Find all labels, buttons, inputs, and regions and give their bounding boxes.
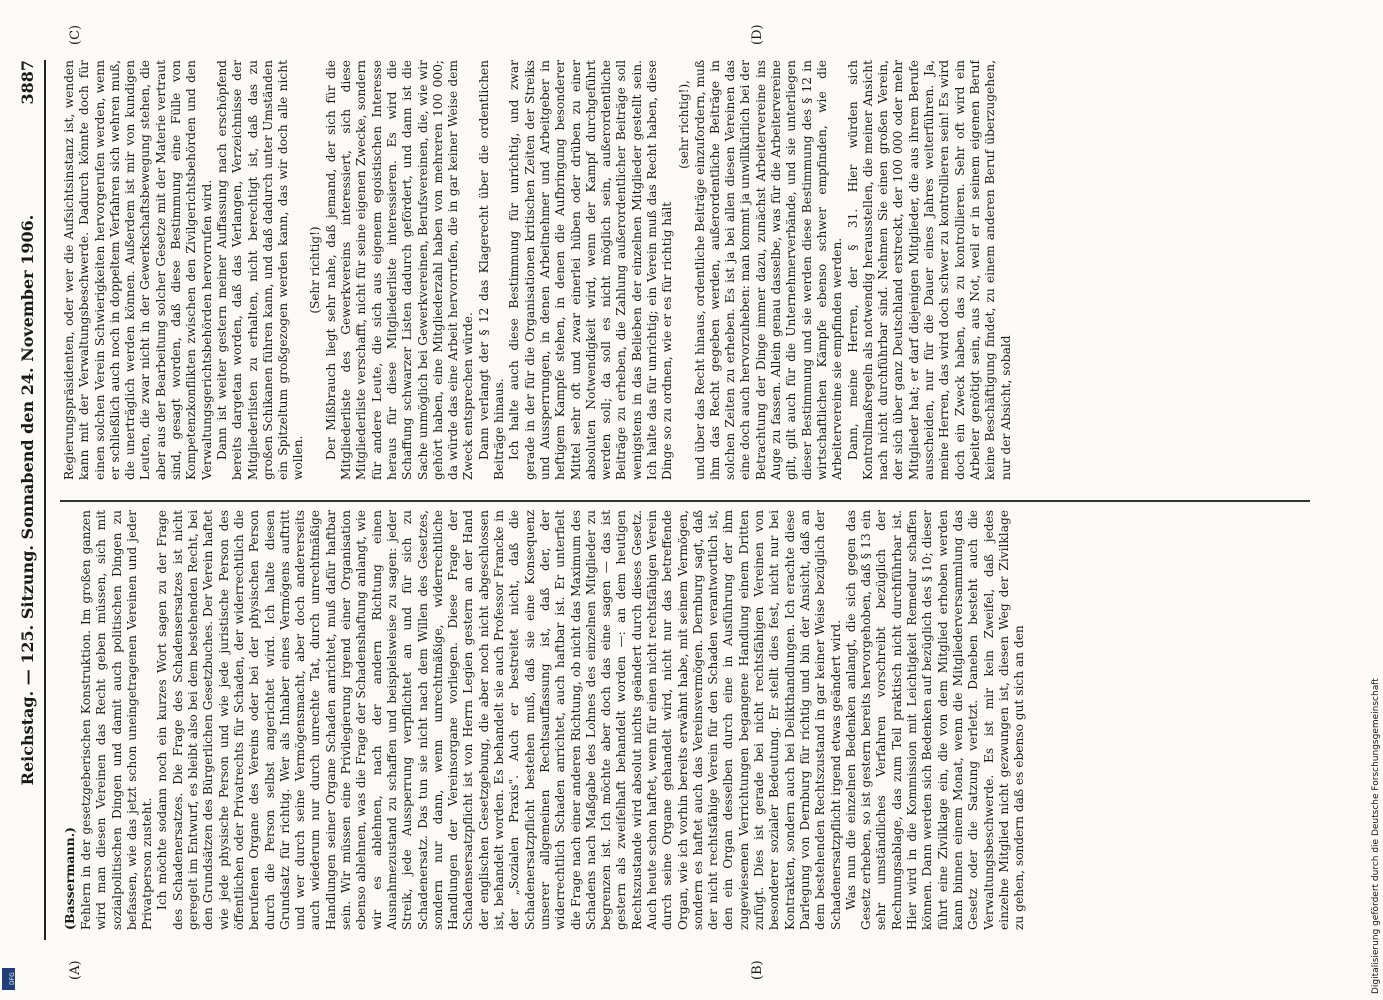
- margin-mark-c: (C): [68, 24, 83, 45]
- header-rule: [44, 60, 46, 940]
- left-column: [62, 510, 1302, 930]
- right-column: [62, 60, 1302, 480]
- margin-mark-d: (D): [750, 24, 765, 45]
- speaker-name: (Bassermann.): [62, 827, 77, 930]
- margin-mark-a: (A): [68, 960, 83, 980]
- interjection: (sehr richtig!),: [676, 80, 691, 169]
- page-header: [10, 60, 50, 940]
- page-footer: [1370, 0, 1383, 1000]
- dfg-logo: [2, 968, 15, 990]
- paragraph: Ich halte auch diese Bestimmung für unrichtig, und zwar gerade in der für die Organisationen kritischen Zeiten der Streiks und Aussperrungen, in denen Arbeitnehmer und Arbeitgeber in heftigem Kampfe stehen, in denen die Aufbringung besonderer Mittel sehr oft und zwar einerlei hüben oder drüben zu einer absoluten Notwendigkeit wird, wenn der Kampf durchgeführt werden soll; da soll es nicht möglich sein, außerordentliche Beiträge zu erheben, die Zahlung außerordentlicher Beiträge soll wenigstens in das Belieben der einzelnen Mitglieder gestellt sein. Ich halte das für unrichtig; ein Verein muß das Recht haben, diese Dinge so zu ordnen, wie er es für richtig hält: [507, 60, 675, 480]
- page-title: Reichstag. — 125. Sitzung. Sonnabend den 24. November 1906.: [18, 214, 37, 786]
- paragraph: Dann ist weiter gestern meiner Auffassung nach erschöpfend bereits dargetan worden, daß das Verlangen, Verzeichnisse der Mitgliederlisten zu erhalten, nicht berechtigt ist, daß das zu großen Schikanen führen kann, und daß dadurch unter Umständen ein Spitzeltum großgezogen werden kann, das wir doch alle nicht wollen.: [214, 60, 306, 480]
- paragraph: Dann verlangt der § 12 das Klagerecht über die ordentlichen Beiträge hinaus.: [476, 60, 507, 480]
- paragraph: Dann, meine Herren, der § 31. Hier würden sich Kontrollmaßregeln als notwendig herausstellen, die meiner Ansicht nach nicht durchführbar sind. Nehmen Sie einen großen Verein, der sich über ganz Deutschland erstreckt, der 100 000 oder mehr Mitglieder hat; er darf diejenigen Mitglieder, die aus ihrem Berufe ausscheiden, nur für die Dauer eines Jahres weiterführen. Ja, meine Herren, das wird doch schwer zu kontrollieren sein! Es wird doch ein Zweck haben, das zu kontrollieren. Sehr oft wird ein Arbeiter genötigt sein, aus Not, weil er in seinem eigenen Beruf keine Beschäftigung findet, zu einem anderen Beruf überzugehen, nur der Absicht, sobald: [845, 60, 1013, 480]
- paragraph: Fehlern in der gesetzgeberischen Konstruktion. Im großen ganzen wird man diesen Vereinen das Recht geben müssen, sich mit sozialpolitischen Dingen und damit auch politischen Dingen zu befassen, wie das jetzt schon uneingetragenen Vereinen und jeder Privatperson zusteht.: [79, 510, 155, 930]
- funding-notice: Digitalisierung gefördert durch die Deutsche Forschungsgemeinschaft: [1371, 678, 1381, 994]
- paragraph: Der Mißbrauch liegt sehr nahe, daß jemand, der sich für die Mitgliederliste des Gewerkvereins interessiert, sich diese Mitgliederliste verschafft, nicht für seine eigenen Zwecke, sondern für andere Leute, die sich aus eigenem egoistischen Interesse heraus für diese Mitgliederliste interessieren. Es wird die Schaffung schwarzer Listen dadurch gefördert, und dann ist die Sache unmöglich bei Gewerkvereinen, Berufsvereinen, die, wie wir gehört haben, eine Mitgliederzahl haben von mehreren 100 000; da würde das eine Arbeit hervorrufen, die in gar keiner Weise dem Zweck entsprechen würde.: [323, 60, 476, 480]
- interjection: (Sehr richtig!): [307, 226, 322, 314]
- paragraph: und über das Recht hinaus, ordentliche Beiträge einzufordern, muß ihm das Recht gegeben werden, außerordentliche Beiträge in solchen Zeiten zu erheben. Es ist ja bei allen diesen Vereinen das eine doch auch hervorzuheben: man kommt ja unwillkürlich bei der Betrachtung der Dinge immer dazu, zunächst Arbeitervereine ins Auge zu fassen. Allein genau dasselbe, was für die Arbeitervereine gilt, gilt auch für die Unternehmerverbände, und sie unterliegen dieser Bestimmung und sie werden diese Bestimmung des § 12 in wirtschaftlichen Kämpfe ebenso schwer empfinden, wie die Arbeitervereine sie empfinden werden.: [692, 60, 845, 480]
- paragraph: Was nun die einzelnen Bedenken anlangt, die sich gegen das Gesetz erheben, so ist gestern bereits hervorgehoben, daß § 13 ein sehr umständliches Verfahren vorschreibt bezüglich der Rechnungsablage, das zum Teil praktisch nicht durchführbar ist. Hier wird in die Kommission mit Leichtigkeit Remedur schaffen können. Dann werden sich Bedenken auf bezüglich des § 10; dieser führt eine Zivilklage ein, die von dem Mitglied erhoben werden kann binnen einem Monat, wenn die Mitgliederversammlung das Gesetz oder die Satzung verletzt. Daneben besteht auch die Verwaltungsbeschwerde. Es ist mir kein Zweifel, daß jedes einzelne Mitglied nicht gezwungen ist, diesen Weg der Zivilklage zu gehen, sondern daß es ebenso gut sich an den: [843, 510, 1027, 930]
- margin-mark-b: (B): [750, 960, 765, 980]
- page-number: 3887: [18, 60, 37, 105]
- paragraph: Regierungspräsidenten, oder wer die Aufsichtsinstanz ist, wenden kann mit der Verwaltungsbeschwerde. Dadurch könnte doch für einen solchen Verein Schwierigkeiten hervorgerufen werden, wenn er schließlich auch noch in doppeltem Verfahren sich wehren muß, die unerträglich werden können. Außerdem ist mir von kundigen Leuten, die zwar nicht in der Gewerkschaftsbewegung stehen, die aber aus der Bearbeitung solcher Gesetze mit der Materie vertraut sind, gesagt worden, daß diese Bestimmung eine Fülle von Kompetenzkonflikten zwischen den Zivilgerichtsbehörden und den Verwaltungsgerichtsbehörden hervorrufen wird.: [62, 60, 214, 480]
- column-divider: [60, 500, 1310, 502]
- paragraph: Ich möchte sodann noch ein kurzes Wort sagen zu der Frage des Schadenersatzes. Die Frage des Schadensersatzes ist nicht geregelt im Entwurf, es bleibt also bei dem bestehenden Recht, bei den Grundsätzen des Bürgerlichen Gesetzbuches. Der Verein haftet wie jede physische Person und wie jede juristische Person des öffentlichen oder Privatrechts für Schaden, der widerrechtlich die berufenen Organe des Vereins oder bei der physischen Person durch die Person selbst angerichtet wird. Ich halte diesen Grundsatz für richtig. Wer als Inhaber eines Vermögens auftritt und wer durch seine Vermögensmacht, aber doch andererseits auch wiederum nur durch unrechte Tat, durch unrechtmäßige Handlungen seiner Organe Schaden anrichtet, muß dafür haftbar sein. Wir müssen eine Privilegierung irgend einer Organisation ebenso ablehnen, was die Frage der Schadenshaftung anlangt, wie wir es ablehnen, nach der andern Richtung einen Ausnahmezustand zu schaffen und beispielsweise zu sagen: jeder Streik, jede Aussperrung verpflichtet an und für sich zu Schadenersatz. Das tun sie nicht nach dem Willen des Gesetzes, sondern nur dann, wenn unrechtmäßige, widerrechtliche Handlungen der Vereinsorgane vorliegen. Diese Frage der Schadensersatzpflicht ist von Herrn Legien gestern an der Hand der englischen Gesetzgebung, die aber noch nicht abgeschlossen ist, behandelt worden. Es behandelt sie auch Professor Francke in der „Sozialen Praxis". Auch er bestreitet nicht, daß die Schadenersatzpflicht bestehen muß, daß sie eine Konsequenz unserer allgemeinen Rechtsauffassung ist, daß der, der widerrechtlich Schaden anrichtet, auch haftbar ist. Er unterfielt die Frage nach einer anderen Richtung, ob nicht das Maximum des Schadens nach Maßgabe des Lohnes des einzelnen Mitglieder zu begrenzen ist. Ich möchte aber doch das eine sagen — das ist gestern als zweifelhaft behandelt worden —: an dem heutigen Rechtszustande wird absolut nichts geändert durch dieses Gesetz. Auch heute schon haftet, wenn für einen nicht rechtsfähigen Verein durch seine Organe gehandelt wird, nicht nur das betreffende Organ, wie ich vorhin bereits erwähnt habe, mit seinem Vermögen, sondern es haftet auch das Vereinsvermögen. Dernburg sagt, daß der nicht rechtsfähige Verein für den Schaden verantwortlich ist, den ein Organ desselben durch eine in Ausführung der ihm zugewiesenen Verrichtungen begangene Handlung einem Dritten zufügt. Dies ist gerade bei nicht rechtsfähigen Vereinen von besonderer sozialer Bedeutung. Er stellt dies fest, nicht nur bei Kontrakten, sondern auch bei Delikthandlungen. Ich erachte diese Darlegung von Dernburg für richtig und bin der Ansicht, daß an dem bestehenden Rechtszustand in gar keiner Weise bezüglich der Schadenersatzpflicht irgend etwas geändert wird.: [155, 510, 843, 930]
- dfg-logo-text: DFG: [9, 972, 16, 986]
